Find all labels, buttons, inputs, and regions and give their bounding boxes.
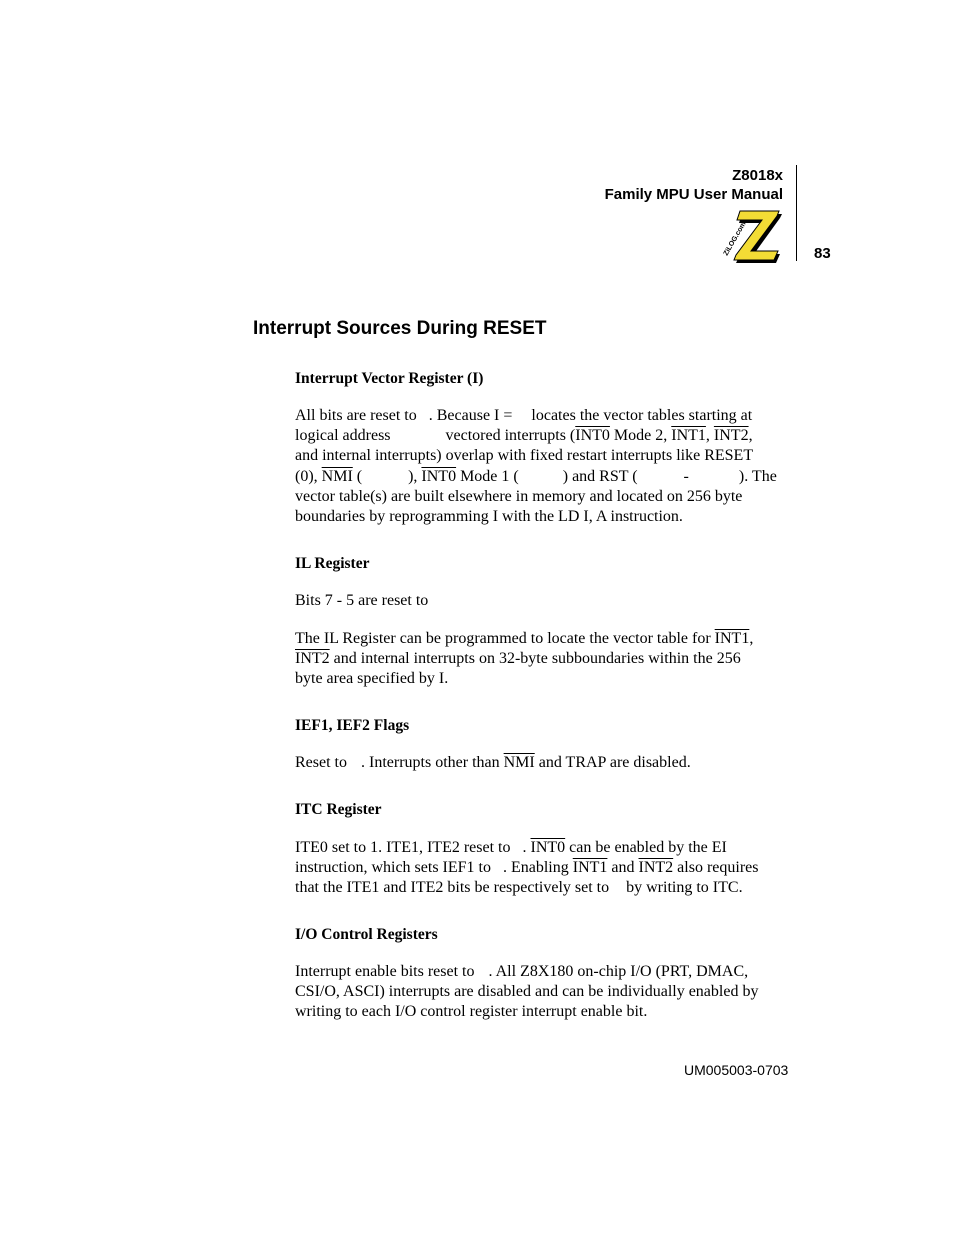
header-manual-title: Family MPU User Manual — [604, 186, 783, 203]
signal-int2: INT2 — [295, 650, 330, 668]
text-line — [295, 1002, 800, 1022]
text: boundaries by reprogramming I with the LD I, A instruction. — [295, 508, 683, 526]
text: Bits 7 - 5 are reset to — [295, 592, 429, 609]
zilog-z-icon — [722, 208, 784, 264]
subsection-title-ief: IEF1, IEF2 Flags — [295, 717, 410, 734]
text: by writing to ITC. — [626, 879, 743, 897]
text: , — [748, 427, 753, 445]
text: . Because I = — [428, 407, 513, 424]
signal-int1: INT1 — [714, 630, 750, 647]
text: also requires — [677, 859, 759, 877]
subsection-title-il: IL Register — [295, 555, 370, 572]
text: that the ITE1 and ITE2 bits be respectively set to — [295, 879, 610, 897]
signal-int0: INT0 — [421, 467, 457, 485]
text: (0), — [295, 467, 318, 485]
text: - — [683, 467, 689, 485]
text: . All Z8X180 on-chip I/O (PRT, DMAC, — [488, 963, 749, 980]
text-line — [295, 982, 800, 1002]
text: and TRAP are disabled. — [538, 754, 691, 771]
footer-document-id: UM005003-0703 — [684, 1062, 789, 1078]
paragraph-io — [295, 962, 800, 1023]
header-divider — [796, 165, 797, 261]
text-line — [295, 878, 800, 898]
text-line — [295, 858, 800, 878]
text: . — [522, 839, 527, 856]
text: . Enabling — [502, 859, 569, 877]
text: writing to each I/O control register interrupt enable bit. — [295, 1003, 648, 1021]
signal-int2: INT2 — [713, 427, 749, 445]
section-title: Interrupt Sources During RESET — [253, 318, 547, 339]
text: Mode 1 ( — [460, 467, 519, 485]
text: Mode 2, — [613, 427, 668, 445]
text-line — [295, 649, 800, 669]
text-line — [295, 426, 800, 446]
signal-nmi: $\overline{NMI}$ — [321, 467, 353, 485]
signal-int1: INT1 — [572, 859, 608, 877]
text-line — [295, 838, 800, 858]
text: and — [611, 859, 635, 877]
text: vectored interrupts ( — [445, 427, 576, 445]
text-line — [295, 507, 800, 527]
text: ITE0 set to 1. ITE1, ITE2 reset to — [295, 839, 511, 856]
paragraph-ivr — [295, 406, 800, 527]
text: byte area specified by I. — [295, 670, 449, 688]
text-line — [295, 406, 800, 426]
text: CSI/O, ASCI) interrupts are disabled and can be individually enabled by — [295, 983, 759, 1001]
text-line — [295, 629, 800, 649]
text: instruction, which sets IEF1 to — [295, 859, 491, 877]
zilog-wordmark: ZiLOG.com — [722, 220, 748, 257]
text: and internal interrupts on 32-byte subboundaries within the 256 — [333, 650, 741, 668]
page-number: 83 — [814, 245, 831, 262]
subsection-title-ivr: Interrupt Vector Register (I) — [295, 370, 484, 387]
text-line — [295, 467, 800, 487]
text: Interrupt enable bits reset to — [295, 963, 475, 980]
text-line — [295, 669, 800, 689]
text: The IL Register can be programmed to locate the vector table for — [295, 630, 711, 647]
subsection-title-io: I/O Control Registers — [295, 926, 438, 943]
signal-int0: INT0 — [575, 427, 610, 445]
text: ). The — [738, 467, 777, 485]
text: All bits are reset to — [295, 407, 417, 424]
text: ) and RST ( — [562, 467, 638, 485]
text-line — [295, 446, 800, 466]
signal-int2: INT2 — [638, 859, 674, 877]
paragraph-itc — [295, 838, 800, 899]
paragraph-ief — [295, 753, 800, 773]
text-line — [295, 487, 800, 507]
text: and internal interrupts) overlap with fixed restart interrupts like RESET — [295, 447, 754, 465]
signal-nmi: $\overline{NMI}$ — [503, 754, 535, 771]
text-line — [295, 962, 800, 982]
zilog-logo — [722, 208, 784, 264]
signal-int1: INT1 — [671, 427, 706, 445]
text: vector table(s) are built elsewhere in memory and located on 256 byte — [295, 487, 743, 505]
text: . Interrupts other than — [361, 754, 500, 771]
text-line — [295, 753, 800, 773]
text: Reset to — [295, 754, 347, 771]
text: ), — [408, 467, 418, 485]
header-product: Z8018x — [732, 167, 783, 184]
text: locates the vector tables starting at — [531, 407, 753, 424]
signal-int0: INT0 — [530, 839, 566, 856]
text: , — [705, 427, 710, 445]
text: , — [749, 630, 754, 647]
text: can be enabled by the EI — [569, 839, 727, 856]
text: logical address — [295, 427, 391, 445]
subsection-title-itc: ITC Register — [295, 801, 382, 818]
text: ( — [356, 467, 363, 485]
paragraph-il-usage — [295, 629, 800, 690]
paragraph-il-reset — [295, 591, 800, 611]
